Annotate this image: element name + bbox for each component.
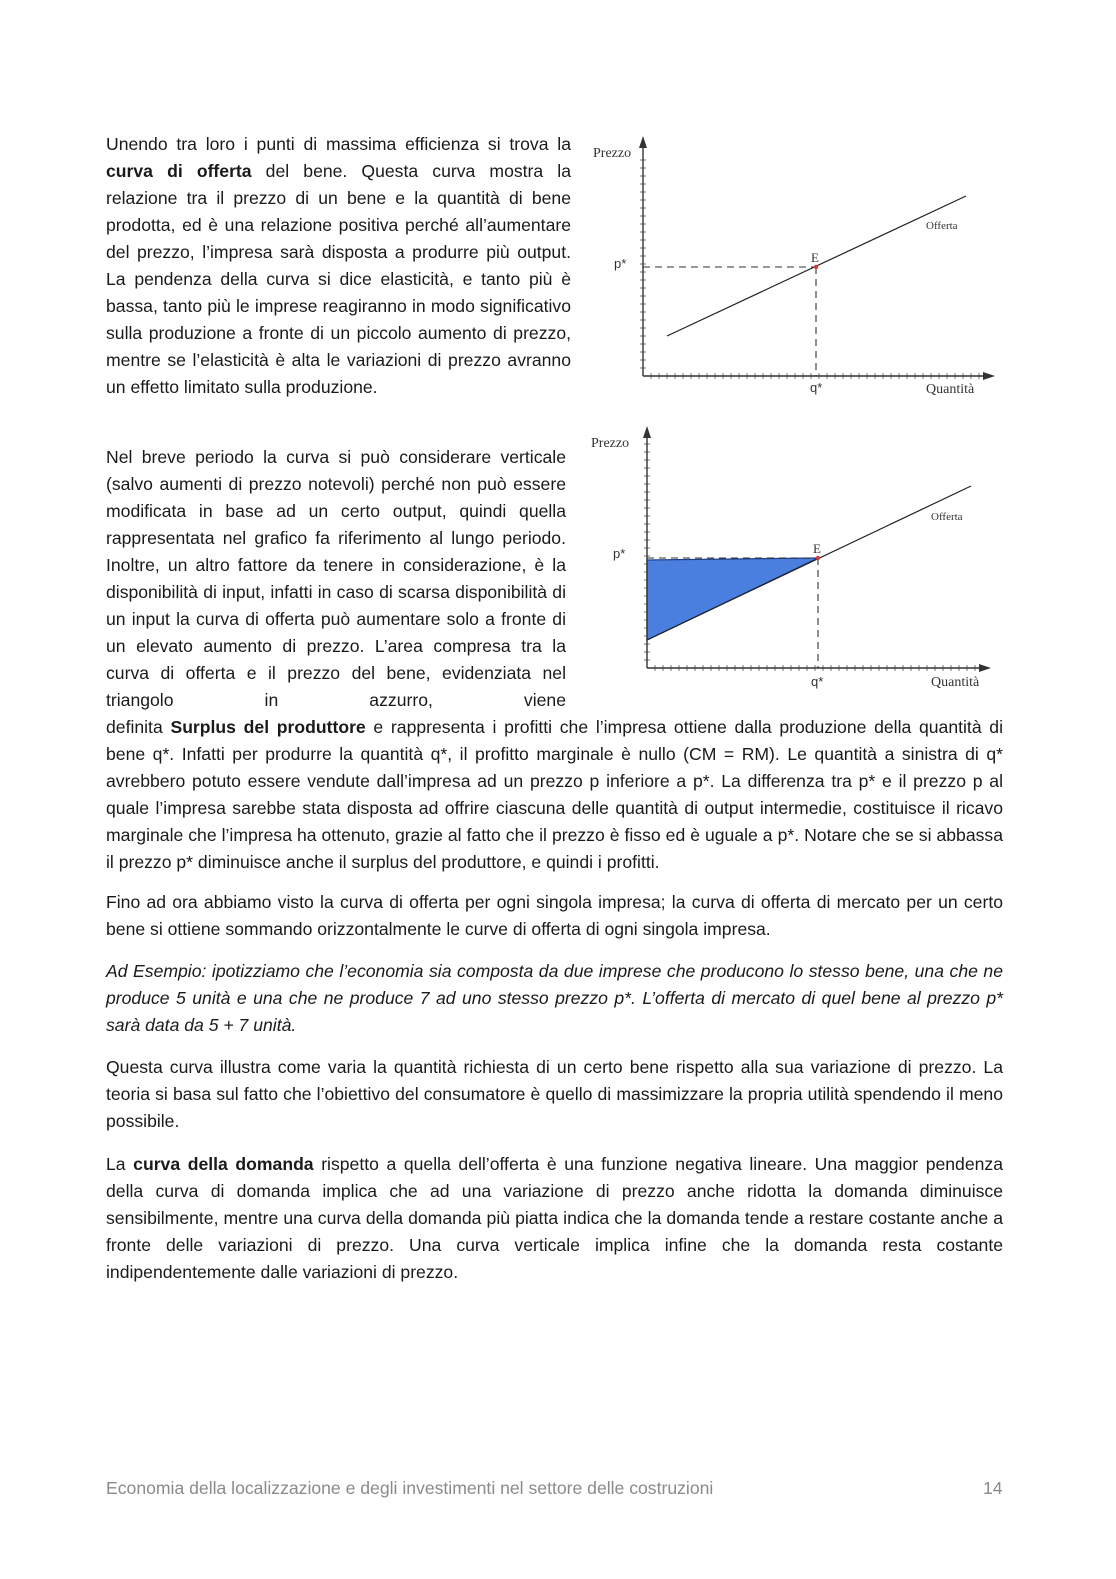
footer-title: Economia della localizzazione e degli investimenti nel settore delle costruzioni xyxy=(106,1478,714,1498)
y-axis-arrow xyxy=(639,136,647,148)
term-curva-della-domanda: curva della domanda xyxy=(133,1154,314,1174)
term-surplus-del-produttore: Surplus del produttore xyxy=(170,717,366,737)
supply-curve-label: Offerta xyxy=(931,511,963,523)
paragraph-supply-curve: Unendo tra loro i punti di massima efficienza si trova la curva di offerta del bene. Questa curva mostra la relazione tra il prezzo di un bene e la quantità di bene prodotta, ed è una relazione positiva perché all’aumentare del prezzo, l’impresa sarà disposta a produrre più output. La pendenza della curva si dice elasticità, e tanto più è bassa, tanto più le imprese reagiranno in modo significativo sulla produzione a fronte di un piccolo aumento di prezzo, mentre se l’elasticità è alta le variazioni di prezzo avranno un effetto limitato sulla produzione. xyxy=(106,134,571,397)
paragraph-demand-intro: Questa curva illustra come varia la quantità richiesta di un certo bene rispetto alla sua variazione di prezzo. La teoria si basa sul fatto che l’obiettivo del consumatore è quello di massimizzare la propria utilità spendendo il meno possibile. xyxy=(106,1057,1003,1131)
equilibrium-point xyxy=(814,265,818,269)
paragraph-market-supply: Fino ad ora abbiamo visto la curva di offerta per ogni singola impresa; la curva di offerta di mercato per un certo bene si ottiene sommando orizzontalmente le curve di offerta di ogni singola impresa. xyxy=(106,892,1003,939)
x-axis-label: Quantità xyxy=(926,382,975,397)
y-axis-label: Prezzo xyxy=(593,146,632,161)
supply-curve-figure xyxy=(585,130,1005,405)
supply-curve-label: Offerta xyxy=(926,220,958,232)
x-axis-arrow xyxy=(979,664,991,672)
equilibrium-label: E xyxy=(811,250,819,265)
quantity-label: q* xyxy=(810,380,823,395)
equilibrium-point xyxy=(816,556,820,560)
producer-surplus-figure xyxy=(585,420,1005,695)
paragraph-demand-curve: La curva della domanda rispetto a quella dell’offerta è una funzione negativa lineare. Una maggior pendenza della curva di domanda implica che ad una variazione di prezzo anche ridotta la domanda diminuisce sensibilmente, mentre una curva della domanda più piatta indica che la domanda tende a restare costante anche a fronte delle variazioni di prezzo. Una curva verticale implica infine che la domanda resta costante indipendentemente dalle variazioni di prezzo. xyxy=(106,1154,1003,1282)
equilibrium-label: E xyxy=(813,541,821,556)
paragraph-example: Ad Esempio: ipotizziamo che l’economia sia composta da due imprese che producono lo stesso bene, una che ne produce 5 unità e una che ne produce 7 ad uno stesso prezzo p*. L’offerta di mercato di quel bene al prezzo p* sarà data da 5 + 7 unità. xyxy=(106,961,1003,1035)
y-axis-arrow xyxy=(643,426,651,438)
y-axis-label: Prezzo xyxy=(591,436,630,451)
quantity-label: q* xyxy=(811,674,824,689)
paragraph-short-period: Nel breve periodo la curva si può considerare verticale (salvo aumenti di prezzo notevoli) perché non può essere modificata in base ad un certo output, quindi quella rappresentata nel grafico fa riferimento al lungo periodo. Inoltre, un altro fattore da tenere in considerazione, è la disponibilità di input, infatti in caso di scarsa disponibilità di un input la curva di offerta può aumentare solo a fronte di un elevato aumento di prezzo. L’area compresa tra la curva di offerta e il prezzo del bene, evidenziata nel triangolo in azzurro, viene xyxy=(106,447,566,710)
x-axis-arrow xyxy=(983,372,995,380)
page-number: 14 xyxy=(983,1478,1003,1498)
term-curva-di-offerta: curva di offerta xyxy=(106,161,252,181)
paragraph-producer-surplus: definita Surplus del produttore e rappresenta i profitti che l’impresa ottiene dalla produzione della quantità di bene q*. Infatti per produrre la quantità q*, il profitto marginale è nullo (CM = RM). Le quantità a sinistra di q* avrebbero potuto essere vendute dall’impresa ad un prezzo p inferiore a p*. La differenza tra p* e il prezzo p al quale l’impresa sarebbe stata disposta ad offrire ciascuna delle quantità di output intermedie, costituisce il ricavo marginale che l’impresa ha ottenuto, grazie al fatto che il prezzo è fisso ed è uguale a p*. Notare che se si abbassa il prezzo p* diminuisce anche il surplus del produttore, e quindi i profitti. xyxy=(106,717,1004,872)
x-axis-label: Quantità xyxy=(931,675,980,690)
price-label: p* xyxy=(614,256,627,271)
price-label: p* xyxy=(613,546,626,561)
